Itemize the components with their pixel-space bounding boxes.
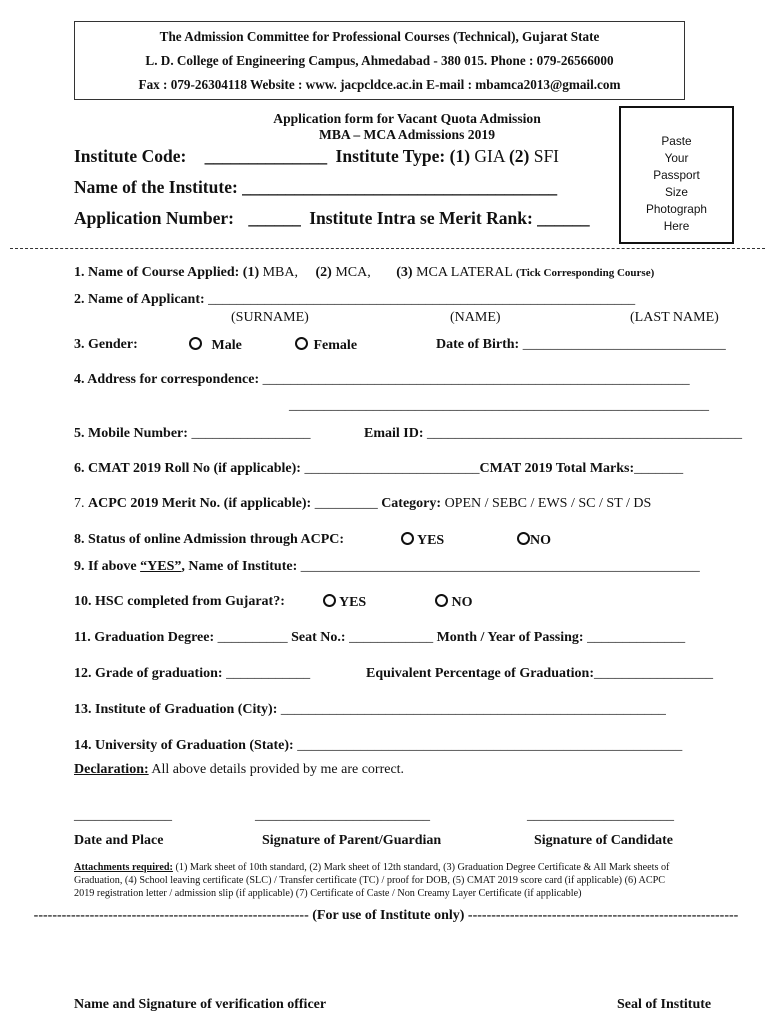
q4-label: 4. Address for correspondence: — [74, 372, 260, 387]
passing-date-field[interactable]: ______________ — [587, 630, 686, 645]
q8-label: 8. Status of online Admission through ACPC: — [74, 532, 345, 547]
institute-name-row — [74, 177, 557, 198]
q5-label: 5. Mobile Number: — [74, 426, 188, 441]
cmat-marks-field[interactable]: _______ — [634, 461, 684, 476]
q1-note: (Tick Corresponding Course) — [515, 267, 655, 279]
address-field-line-2[interactable]: ____________________________________________________________ — [289, 398, 709, 413]
parent-signature-line[interactable]: _________________________ — [255, 808, 430, 823]
course-option-mca-lateral[interactable]: MCA LATERAL — [416, 265, 513, 280]
dob-label: Date of Birth: — [436, 337, 520, 352]
photo-box: Paste Your Passport Size Photograph Here — [619, 106, 734, 244]
q5-mobile-row — [74, 426, 310, 442]
q14-row — [74, 738, 682, 754]
male-radio-icon[interactable] — [189, 337, 202, 350]
declaration-label: Declaration: — [74, 762, 149, 777]
q7-acpc-row: 7. ACPC 2019 Merit No. (if applicable): _________ Category: OPEN / SEBC / EWS / SC / ST / DS — [74, 496, 652, 511]
q7-label: ACPC 2019 Merit No. (if applicable): — [88, 496, 312, 511]
candidate-signature-label: Signature of Candidate — [534, 833, 673, 848]
email-field[interactable]: _____________________________________________ — [427, 426, 742, 441]
gender-male-option[interactable]: Male — [189, 337, 242, 354]
form-title: Application form for Vacant Quota Admission — [273, 111, 541, 126]
last-name-caption: (LAST NAME) — [630, 310, 719, 325]
parent-signature-label: Signature of Parent/Guardian — [262, 833, 442, 848]
form-subtitle: MBA – MCA Admissions 2019 — [319, 127, 495, 142]
institute-name-label: Name of the Institute: — [74, 177, 238, 197]
percentage-row — [366, 666, 713, 682]
hsc-yes-radio-icon[interactable] — [323, 594, 336, 607]
passing-date-label: Month / Year of Passing: — [436, 630, 584, 645]
q2-label: 2. Name of Applicant: — [74, 292, 205, 307]
name-caption: (NAME) — [450, 310, 501, 325]
q11-label: 11. Graduation Degree: — [74, 630, 215, 645]
course-option-mba[interactable]: MBA, — [262, 265, 299, 280]
mobile-field[interactable]: _________________ — [191, 426, 311, 441]
degree-field[interactable]: __________ — [217, 630, 288, 645]
applicant-name-field[interactable]: _____________________________________________________________ — [208, 292, 636, 307]
q12-label: 12. Grade of graduation: — [74, 666, 223, 681]
institute-use-divider: ----------------------------------------------------------- (For use of Institute only) ---------------------------------------------------------- — [33, 908, 739, 923]
institute-type-gia[interactable]: GIA — [474, 146, 505, 166]
application-number-row — [74, 208, 590, 229]
institute-code-field[interactable]: ______________ — [204, 146, 328, 166]
seat-no-field[interactable]: ____________ — [349, 630, 434, 645]
header-box — [74, 21, 685, 100]
address-field-line-1[interactable]: _____________________________________________________________ — [262, 372, 690, 387]
acpc-yes-radio-icon[interactable] — [401, 532, 414, 545]
percentage-label: Equivalent Percentage of Graduation: — [366, 666, 595, 681]
declaration — [74, 762, 404, 778]
female-radio-icon[interactable] — [295, 337, 308, 350]
merit-rank-label: Institute Intra se Merit Rank: — [309, 208, 533, 228]
course-option-mca[interactable]: MCA, — [335, 265, 371, 280]
institute-type-label: Institute Type: — [335, 146, 446, 166]
header-line-3: Fax : 079-26304118 Website : www. jacpcldce.ac.in E-mail : mbamca2013@gmail.com — [138, 77, 621, 92]
surname-caption: (SURNAME) — [231, 310, 309, 325]
divider-top — [10, 248, 765, 249]
institute-type-sfi[interactable]: SFI — [533, 146, 560, 166]
institute-name-field[interactable]: ____________________________________ — [242, 177, 558, 197]
q13-row — [74, 702, 666, 718]
attachments-label: Attachments required: — [74, 862, 173, 873]
q1-label: 1. Name of Course Applied: — [74, 265, 240, 280]
institute-code-row: Institute Code: ______________ Institute Type: (1) GIA (2) SFI — [74, 146, 560, 166]
hsc-no-option[interactable]: NO — [435, 594, 473, 611]
email-row — [364, 426, 742, 442]
header-line-2: L. D. College of Engineering Campus, Ahmedabad - 380 015. Phone : 079-26566000 — [145, 53, 614, 68]
institute-code-label: Institute Code: — [74, 146, 187, 166]
header-line-1: The Admission Committee for Professional Courses (Technical), Gujarat State — [159, 29, 600, 44]
acpc-merit-field[interactable]: _________ — [314, 496, 378, 511]
q9-row: 9. If above “YES”, Name of Institute: _________________________________________________________ — [74, 559, 700, 574]
application-number-label: Application Number: — [74, 208, 234, 228]
declaration-text: All above details provided by me are correct. — [148, 762, 405, 777]
q13-label: 13. Institute of Graduation (City): — [74, 702, 278, 717]
q4-address-row — [74, 372, 690, 388]
seal-label: Seal of Institute — [617, 997, 712, 1012]
hsc-no-radio-icon[interactable] — [435, 594, 448, 607]
q6-cmat-row — [74, 461, 683, 477]
application-number-field[interactable]: ______ — [248, 208, 301, 228]
acpc-no-radio-icon[interactable] — [517, 532, 530, 545]
date-place-label: Date and Place — [74, 833, 164, 848]
acpc-yes-option[interactable]: YES — [401, 532, 444, 549]
acpc-no-option[interactable]: NO — [517, 532, 551, 549]
previous-institute-field[interactable]: _________________________________________________________ — [300, 559, 700, 574]
percentage-field[interactable]: _________________ — [594, 666, 714, 681]
graduation-state-field[interactable]: _______________________________________________________ — [297, 738, 683, 753]
attachments-line-2: Graduation, (4) School leaving certificate (SLC) / Transfer certificate (TC) / proof for DOB, (5) CMAT 2019 score card (if applicable) (6) ACPC — [74, 875, 666, 886]
grade-field[interactable]: ____________ — [226, 666, 311, 681]
category-label: Category: — [381, 496, 442, 511]
q6-label: 6. CMAT 2019 Roll No (if applicable): — [74, 461, 301, 476]
date-place-line[interactable]: ______________ — [74, 808, 172, 823]
q3-gender-label: 3. Gender: — [74, 337, 138, 352]
hsc-yes-option[interactable]: YES — [323, 594, 366, 611]
q10-label: 10. HSC completed from Gujarat?: — [74, 594, 285, 609]
q14-label: 14. University of Graduation (State): — [74, 738, 294, 753]
dob-field[interactable]: _____________________________ — [522, 337, 726, 352]
merit-rank-field[interactable]: ______ — [537, 208, 590, 228]
cmat-marks-label: CMAT 2019 Total Marks: — [479, 461, 635, 476]
category-options[interactable]: OPEN / SEBC / EWS / SC / ST / DS — [444, 496, 652, 511]
verification-officer-label: Name and Signature of verification officer — [74, 997, 327, 1012]
q1-course-row: 1. Name of Course Applied: (1) MBA, (2) MCA, (3) MCA LATERAL (Tick Corresponding Course) — [74, 265, 655, 280]
attachments-line-3: 2019 registration letter / admission slip (if applicable) (7) Certificate of Caste / Non Creamy Layer Certificate (if applicable) — [74, 888, 582, 899]
gender-female-option[interactable]: Female — [295, 337, 357, 354]
q12-row — [74, 666, 310, 682]
dob-row — [436, 337, 726, 353]
candidate-signature-line[interactable]: _____________________ — [527, 808, 674, 823]
q11-row — [74, 630, 685, 646]
graduation-city-field[interactable]: _______________________________________________________ — [280, 702, 666, 717]
seat-no-label: Seat No.: — [291, 630, 346, 645]
cmat-roll-field[interactable]: _________________________ — [304, 461, 480, 476]
q2-name-row — [74, 292, 635, 308]
email-label: Email ID: — [364, 426, 424, 441]
attachments-line-1: Attachments required: (1) Mark sheet of 10th standard, (2) Mark sheet of 12th standard, (3) Graduation Degree Certificate & All Mark sheets of — [74, 862, 670, 873]
